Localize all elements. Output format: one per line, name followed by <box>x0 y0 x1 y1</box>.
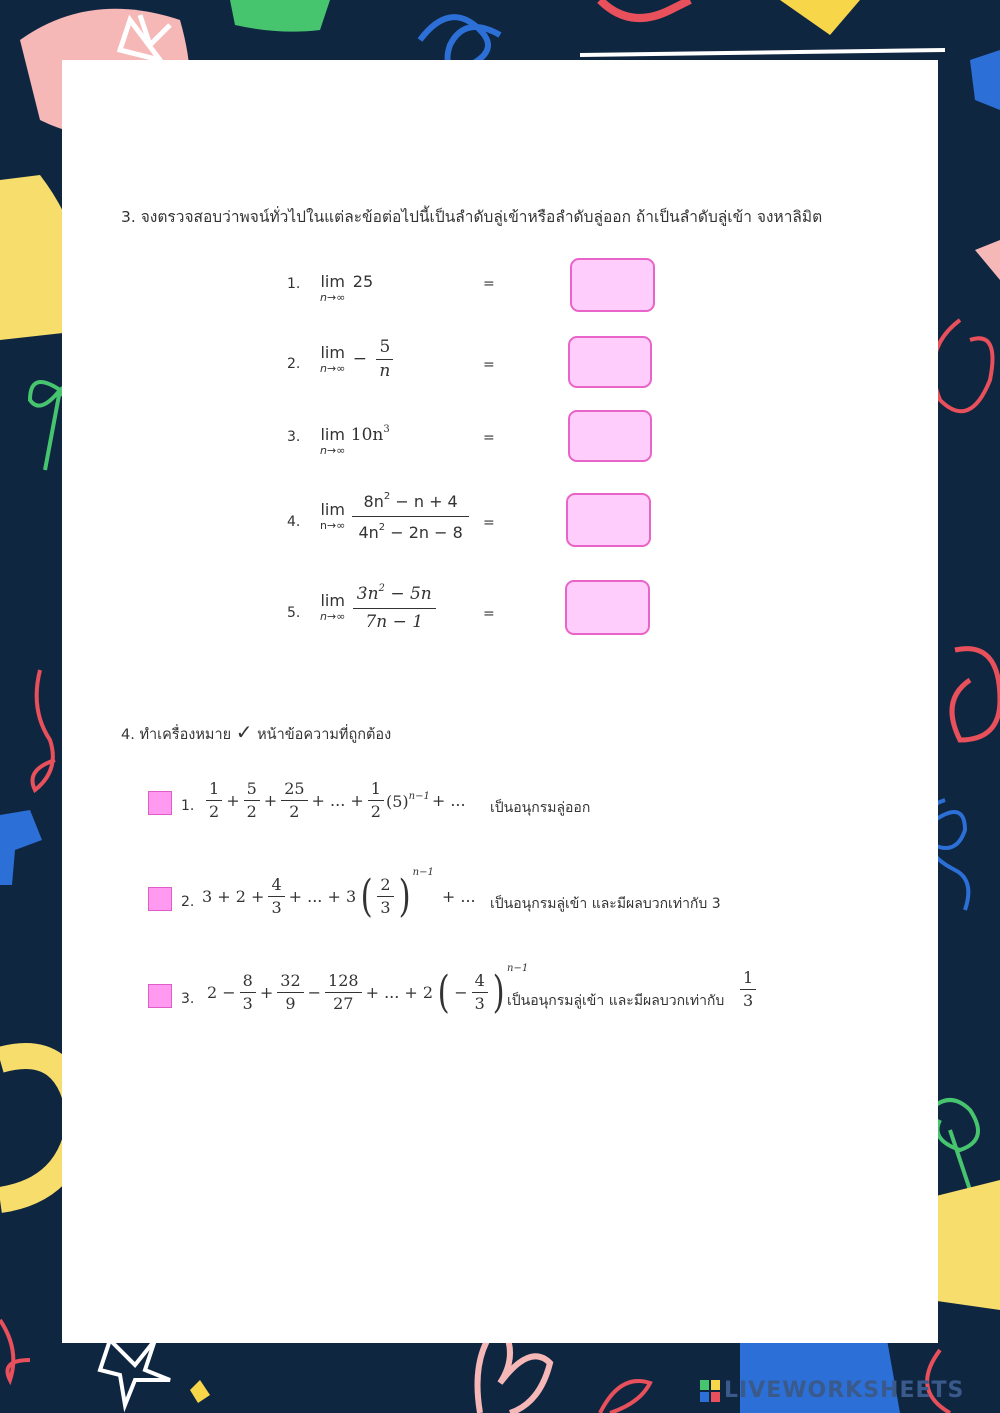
row-number: 2. <box>287 356 301 372</box>
question-4-title: 4. ทำเครื่องหมาย ✓ หน้าข้อความที่ถูกต้อง <box>121 720 392 744</box>
limit-operator: lim n→∞ <box>320 272 346 304</box>
answer-box-5[interactable] <box>565 580 650 635</box>
row-number: 1. <box>287 276 301 292</box>
limit-expression <box>320 492 471 541</box>
brand-badge-icon <box>700 1380 720 1402</box>
checkmark-icon: ✓ <box>235 720 253 744</box>
limit-operator: lim n→∞ <box>320 500 346 532</box>
answer-box-3[interactable] <box>568 410 652 462</box>
series-expression: 3 + 2 + $\frac{4}{3}$ + ... + 3 ( $\frac{2}{3}$ ) $^{n-1}$+ ... <box>202 867 476 922</box>
checkbox-1[interactable] <box>148 791 172 815</box>
row-number: 5. <box>287 605 301 621</box>
answer-box-4[interactable] <box>566 493 651 547</box>
checkbox-3[interactable] <box>148 984 172 1008</box>
equals-sign: = <box>483 276 495 292</box>
brand-logo <box>700 1378 964 1403</box>
limit-expression <box>320 424 390 457</box>
statement: เป็นอนุกรมลู่เข้า และมีผลบวกเท่ากับ <box>507 993 725 1009</box>
term: 25 <box>352 271 374 291</box>
series-expression: 2 − $\frac{8}{3}$ + $\frac{32}{9}$ − $\frac{128}{27}$ + ... + 2 ( − $\frac{4}{3}$ ) $^{n-1}$ <box>207 963 529 1018</box>
equals-sign: = <box>483 515 495 531</box>
term: $10n^3$ <box>350 424 390 445</box>
fraction: $\frac{5}{n}$ <box>376 339 393 380</box>
statement: เป็นอนุกรมลู่ออก <box>490 800 591 816</box>
answer-fraction: $\frac{1}{3}$ <box>738 970 758 1009</box>
limit-operator: lim n→∞ <box>320 343 346 375</box>
fraction: $\frac{3n^2 - 5n}{7n - 1}$ <box>353 584 436 631</box>
limit-expression <box>320 584 438 631</box>
worksheet-page <box>62 60 938 1343</box>
row-number: 3. <box>287 429 301 445</box>
limit-operator: lim n→∞ <box>320 425 346 457</box>
row-number: 1. <box>181 798 195 814</box>
limit-expression: lim n→∞ − $\frac{5}{n}$ <box>320 339 395 380</box>
limit-operator: lim n→∞ <box>320 591 346 623</box>
equals-sign: = <box>483 430 495 446</box>
row-number: 2. <box>181 894 195 910</box>
equals-sign: = <box>483 357 495 373</box>
equals-sign: = <box>483 606 495 622</box>
row-number: 4. <box>287 514 301 530</box>
checkbox-2[interactable] <box>148 887 172 911</box>
statement: เป็นอนุกรมลู่เข้า และมีผลบวกเท่ากับ 3 <box>490 896 721 912</box>
brand-name: LIVEWORKSHEETS <box>724 1378 965 1403</box>
answer-box-1[interactable] <box>570 258 655 312</box>
row-number: 3. <box>181 991 195 1007</box>
answer-box-2[interactable] <box>568 336 652 388</box>
series-expression: $\frac{1}{2}$ + $\frac{5}{2}$ + $\frac{25}{2}$ + ... + $\frac{1}{2}$ $(5)^{n-1}$ + ... <box>204 781 468 820</box>
limit-expression <box>320 271 374 304</box>
question-3-title: 3. จงตรวจสอบว่าพจน์ทั่วไปในแต่ละข้อต่อไปนี้เป็นลำดับลู่เข้าหรือลำดับลู่ออก ถ้าเป็นลำดับลู่เข้า จงหาลิมิต <box>121 208 823 226</box>
fraction: $\frac{8n^2 - n + 4}{4n^2 - 2n - 8}$ <box>352 492 468 541</box>
